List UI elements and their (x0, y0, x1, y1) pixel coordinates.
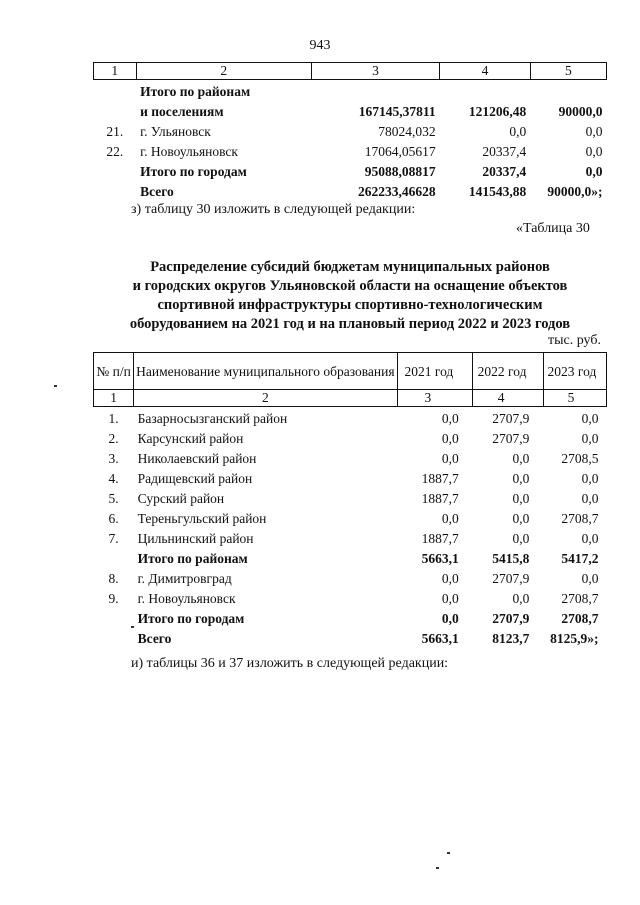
row-number (94, 627, 134, 647)
header-cell: 3 (311, 63, 439, 80)
value-2023: 0,0 (581, 571, 599, 586)
row-number: 1. (108, 411, 119, 426)
row-number (94, 80, 137, 101)
value-2023: 0,0 (585, 144, 603, 159)
header-cell: 4 (440, 63, 531, 80)
value-2022: 20337,4 (482, 144, 527, 159)
row-name: Всего (140, 184, 174, 199)
table-title (60, 258, 640, 334)
header-2021: 2021 год (397, 353, 473, 390)
table-row (94, 627, 607, 647)
row-name: г. Новоульяновск (137, 591, 236, 606)
value-2021: 167145,37811 (358, 104, 436, 119)
row-name: Цильнинский район (137, 531, 254, 546)
scan-mark (54, 385, 57, 387)
value-2022: 8123,7 (492, 631, 530, 646)
table-row (94, 80, 607, 101)
value-2022: 2707,9 (492, 431, 530, 446)
table-row (94, 427, 607, 447)
value-2023: 2708,5 (561, 451, 599, 466)
table-row (94, 567, 607, 587)
row-name: г. Новоульяновск (140, 144, 238, 159)
scan-mark (436, 867, 439, 869)
row-number (94, 180, 137, 200)
table-index-row (94, 390, 607, 407)
row-number: 22. (106, 144, 124, 159)
table-continuation (93, 62, 607, 200)
instruction-i: и) таблицы 36 и 37 изложить в следующей редакции: (131, 656, 449, 671)
table-row (94, 507, 607, 527)
value-2023: 0,0 (581, 531, 599, 546)
scan-mark (131, 626, 134, 628)
value-2021: 0,0 (441, 571, 459, 586)
units-label: тыс. руб. (548, 333, 601, 348)
row-number: 3. (108, 451, 119, 466)
index-cell: 1 (94, 390, 134, 407)
row-name: Итого по районам (140, 84, 251, 99)
value-2021: 262233,46628 (358, 184, 436, 199)
row-name: г. Димитровград (137, 571, 232, 586)
value-2023: 5417,2 (561, 551, 599, 566)
row-number: 2. (108, 431, 119, 446)
value-2023: 0,0 (585, 164, 603, 179)
value-2021: 5663,1 (421, 631, 459, 646)
table-header-row (94, 353, 607, 390)
value-2021: 0,0 (441, 611, 459, 626)
index-cell: 4 (473, 390, 544, 407)
value-2021: 0,0 (441, 591, 459, 606)
table-row (94, 467, 607, 487)
value-2023: 8125,9»; (550, 631, 599, 646)
header-2023: 2023 год (543, 353, 606, 390)
header-cell: 5 (530, 63, 606, 80)
table-row (94, 120, 607, 140)
table-row (94, 180, 607, 200)
value-2022: 5415,8 (492, 551, 530, 566)
table-header-row (94, 63, 607, 80)
row-number: 4. (108, 471, 119, 486)
value-2021: 95088,08817 (364, 164, 436, 179)
row-number (94, 547, 134, 567)
table-row (94, 100, 607, 120)
value-2021: 0,0 (441, 511, 459, 526)
value-2023: 0,0 (585, 124, 603, 139)
table-row (94, 447, 607, 467)
title-line: оборудованием на 2021 год и на плановый период 2022 и 2023 годов (129, 316, 571, 332)
row-name: г. Ульяновск (140, 124, 211, 139)
table-row (94, 527, 607, 547)
title-line: спортивной инфраструктуры спортивно-технологическим (157, 297, 543, 313)
value-2022: 2707,9 (492, 411, 530, 426)
value-2022: 2707,9 (492, 571, 530, 586)
value-2021: 1887,7 (421, 491, 459, 506)
subsidy-table (93, 352, 607, 647)
value-2022: 0,0 (509, 124, 527, 139)
table-row (94, 607, 607, 627)
header-cell: 2 (136, 63, 311, 80)
row-number: 5. (108, 491, 119, 506)
value-2023: 0,0 (581, 491, 599, 506)
value-2021: 0,0 (441, 411, 459, 426)
index-cell: 2 (134, 390, 397, 407)
table-row (94, 487, 607, 507)
row-number: 21. (106, 124, 124, 139)
row-name: Итого по районам (137, 551, 248, 566)
header-2022: 2022 год (473, 353, 544, 390)
table-row (94, 587, 607, 607)
value-2022: 0,0 (512, 471, 530, 486)
value-2023 (530, 80, 606, 101)
table-row (94, 547, 607, 567)
value-2023: 2708,7 (561, 591, 599, 606)
row-number (94, 100, 137, 120)
row-name: Карсунский район (137, 431, 244, 446)
value-2021: 17064,05617 (364, 144, 436, 159)
row-number: 6. (108, 511, 119, 526)
page-number: 943 (309, 38, 331, 53)
header-cell: 1 (94, 63, 137, 80)
table-label: «Таблица 30 (516, 221, 590, 236)
value-2023: 2708,7 (561, 511, 599, 526)
value-2022: 2707,9 (492, 611, 530, 626)
value-2023: 0,0 (581, 471, 599, 486)
row-name: Всего (137, 631, 172, 646)
value-2022: 0,0 (512, 591, 530, 606)
index-cell: 3 (397, 390, 473, 407)
row-name: Итого по городам (140, 164, 247, 179)
row-name: и поселениям (140, 104, 224, 119)
row-number: 8. (108, 571, 119, 586)
value-2022: 0,0 (512, 531, 530, 546)
value-2022: 141543,88 (468, 184, 527, 199)
index-cell: 5 (543, 390, 606, 407)
row-number (94, 160, 137, 180)
row-number: 7. (108, 531, 119, 546)
table-row (94, 407, 607, 428)
title-line: Распределение субсидий бюджетам муниципальных районов (150, 259, 550, 275)
title-line: и городских округов Ульяновской области на оснащение объектов (132, 278, 568, 294)
row-number: 9. (108, 591, 119, 606)
header-name: Наименование муниципального образования (134, 353, 397, 390)
value-2021: 5663,1 (421, 551, 459, 566)
value-2022: 121206,48 (468, 104, 527, 119)
value-2023: 90000,0 (558, 104, 603, 119)
value-2023: 2708,7 (561, 611, 599, 626)
value-2022: 0,0 (512, 511, 530, 526)
value-2021: 1887,7 (421, 531, 459, 546)
value-2023: 0,0 (581, 411, 599, 426)
scan-mark (447, 852, 450, 854)
value-2023: 90000,0»; (547, 184, 603, 199)
instruction-z: з) таблицу 30 изложить в следующей редакции: (131, 202, 416, 217)
row-name: Тереньгульский район (137, 511, 267, 526)
row-number (94, 607, 134, 627)
table-row (94, 140, 607, 160)
value-2023: 0,0 (581, 431, 599, 446)
value-2021: 1887,7 (421, 471, 459, 486)
value-2022: 0,0 (512, 451, 530, 466)
row-name: Радищевский район (137, 471, 253, 486)
row-name: Николаевский район (137, 451, 257, 466)
value-2022: 0,0 (512, 491, 530, 506)
value-2021: 0,0 (441, 451, 459, 466)
value-2022: 20337,4 (482, 164, 527, 179)
table-row (94, 160, 607, 180)
value-2021: 0,0 (441, 431, 459, 446)
value-2022 (440, 80, 531, 101)
value-2021 (311, 80, 439, 101)
row-name: Итого по городам (137, 611, 245, 626)
header-num: № п/п (94, 353, 134, 390)
value-2021: 78024,032 (378, 124, 436, 139)
row-name: Базарносызганский район (137, 411, 288, 426)
row-name: Сурский район (137, 491, 225, 506)
